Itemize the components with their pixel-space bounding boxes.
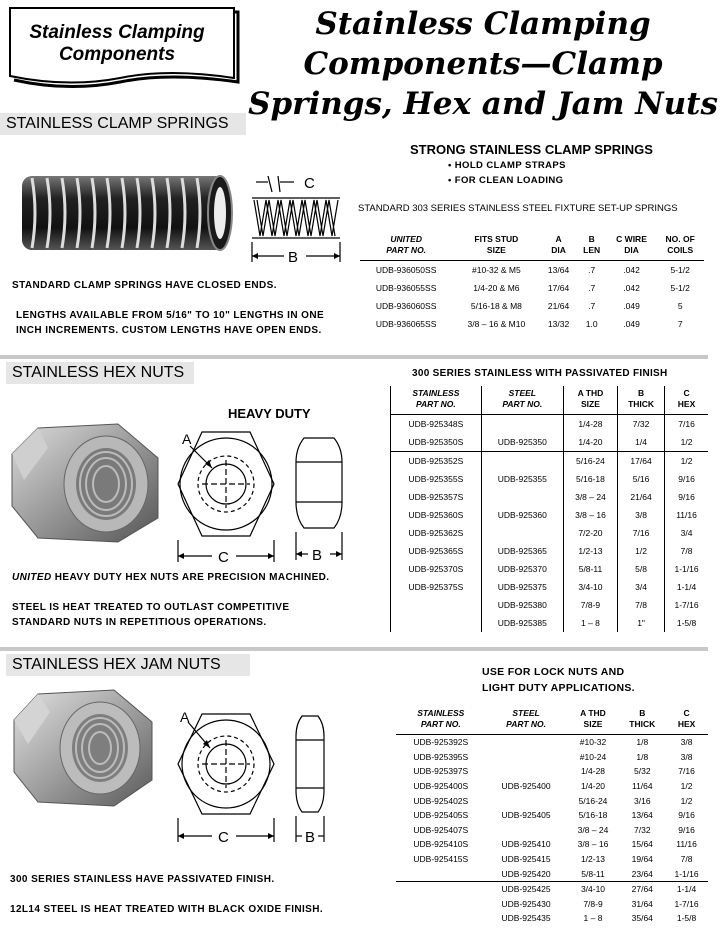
table-row — [360, 261, 704, 280]
table-cell: 3/8 – 16 — [563, 506, 617, 524]
table-cell: .7 — [588, 283, 596, 293]
table-cell — [396, 881, 486, 896]
table-cell: 1-1/4 — [665, 578, 708, 596]
table-row — [396, 852, 708, 867]
table-cell: 21/64 — [618, 488, 665, 506]
table-cell: UDB-925385 — [481, 614, 563, 632]
table-row — [396, 866, 708, 881]
table-cell: 3/16 — [634, 795, 651, 806]
table-cell: UDB-925350S — [391, 433, 482, 452]
table-cell: 3/8 – 16 — [577, 839, 609, 850]
table-cell: 3/8 – 24 — [577, 824, 609, 835]
table-cell: 1/2 — [665, 433, 708, 452]
table-cell: 3/4-10 — [567, 881, 620, 896]
table-cell: 15/64 — [631, 839, 653, 850]
table-cell: 1/8 — [636, 737, 649, 748]
table-cell: UDB-925410S — [413, 839, 469, 850]
hex-heavy-duty: HEAVY DUTY — [228, 406, 311, 421]
table-cell: 5/16 — [618, 470, 665, 488]
title-line-1: Stainless Clamping — [315, 6, 651, 42]
table-cell: 1 – 8 — [583, 913, 603, 924]
table-cell: UDB-925370 — [481, 560, 563, 578]
table-cell: 1/8 — [636, 751, 649, 762]
table-cell: 1-1/16 — [665, 560, 708, 578]
col-header: B THICK — [618, 386, 665, 415]
table-cell: #10-32 — [579, 737, 607, 748]
table-cell: UDB-925395S — [413, 751, 469, 762]
spring-diagram — [248, 168, 348, 268]
table-cell: 3/8 – 16 & M10 — [467, 319, 526, 329]
table-cell: 7/32 — [618, 415, 665, 434]
table-cell: 7/8 — [680, 854, 693, 865]
col-header: A THD SIZE — [567, 706, 620, 735]
badge-label — [8, 22, 226, 66]
table-cell: UDB-925430 — [501, 898, 551, 909]
springs-bullet-2: • FOR CLEAN LOADING — [448, 175, 564, 186]
table-cell: UDB-925400 — [501, 781, 551, 792]
hex-label-a: A — [182, 431, 192, 447]
jam-nut-side-diagram — [294, 712, 334, 844]
table-cell: 1/2-13 — [563, 542, 617, 560]
springs-note-2: LENGTHS AVAILABLE FROM 5/16" TO 10" LENGTHS IN ONE INCH INCREMENTS. CUSTOM LENGTHS HAVE OPEN ENDS. — [16, 310, 325, 336]
table-row — [391, 578, 709, 596]
table-cell: UDB-925350 — [481, 433, 563, 452]
table-cell: 27/64 — [619, 881, 665, 896]
table-cell: 35/64 — [631, 913, 653, 924]
hex-note-2: STEEL IS HEAT TREATED TO OUTLAST COMPETITIVE STANDARD NUTS IN REPETITIOUS OPERATIONS. — [12, 602, 290, 628]
table-cell: UDB-925415 — [501, 854, 551, 865]
jam-label-a: A — [180, 709, 190, 725]
table-row — [396, 823, 708, 838]
table-cell: 3/4 — [618, 578, 665, 596]
table-cell: 11/16 — [676, 839, 697, 850]
col-header: STEEL PART NO. — [486, 706, 567, 735]
table-cell — [396, 897, 486, 912]
jam-note-1: 300 SERIES STAINLESS HAVE PASSIVATED FINISH. — [10, 874, 275, 885]
table-cell — [391, 596, 482, 614]
springs-bullet-1: • HOLD CLAMP STRAPS — [448, 160, 566, 171]
table-cell — [481, 488, 563, 506]
table-cell: UDB-936060SS — [375, 301, 437, 311]
jam-label-b: B — [305, 829, 316, 846]
table-cell: 19/64 — [631, 854, 653, 865]
table-cell: 5/8-11 — [563, 560, 617, 578]
spring-photo — [14, 170, 234, 256]
table-row — [396, 793, 708, 808]
table-cell: 3/8 – 24 — [563, 488, 617, 506]
table-cell: 3/8 — [680, 751, 693, 762]
table-row — [391, 433, 709, 452]
table-cell: 1/4-28 — [580, 766, 606, 777]
table-cell: 5/16-18 & M8 — [470, 301, 522, 311]
spring-label-b: B — [288, 249, 299, 266]
table-row — [391, 452, 709, 471]
table-cell: 7/2-20 — [563, 524, 617, 542]
table-cell: 7/32 — [634, 824, 651, 835]
table-row — [396, 764, 708, 779]
jam-note-2: 12L14 STEEL IS HEAT TREATED WITH BLACK OXIDE FINISH. — [10, 904, 324, 915]
table-cell: UDB-925435 — [501, 913, 551, 924]
table-cell: 3/4-10 — [563, 578, 617, 596]
table-cell: .7 — [588, 265, 596, 275]
table-cell: UDB-925355 — [481, 470, 563, 488]
table-cell — [486, 764, 567, 779]
table-cell — [481, 415, 563, 434]
section-divider — [0, 355, 708, 359]
table-cell: UDB-925360S — [391, 506, 482, 524]
col-header: STAINLESS PART NO. — [391, 386, 482, 415]
table-cell: UDB-925357S — [391, 488, 482, 506]
table-cell: 5 — [677, 301, 683, 311]
table-cell: .042 — [623, 265, 640, 275]
table-cell: 1-5/8 — [665, 614, 708, 632]
springs-strong-title: STRONG STAINLESS CLAMP SPRINGS — [410, 142, 653, 157]
table-cell: 13/64 — [547, 265, 570, 275]
table-cell: UDB-925410 — [501, 839, 551, 850]
table-row — [391, 560, 709, 578]
table-cell: 17/64 — [618, 452, 665, 471]
table-cell: 23/64 — [631, 868, 653, 879]
table-cell: 1/4-20 — [563, 433, 617, 452]
table-cell: 1-1/16 — [674, 868, 699, 879]
table-cell — [486, 793, 567, 808]
table-cell: UDB-925397S — [413, 766, 469, 777]
table-cell: UDB-936055SS — [375, 283, 437, 293]
table-cell: UDB-925407S — [413, 824, 469, 835]
hex-note-1: UNITED HEAVY DUTY HEX NUTS ARE PRECISION MACHINED. — [12, 572, 330, 583]
table-cell: 1/4-20 — [580, 781, 606, 792]
table-row — [396, 911, 708, 926]
table-row — [391, 506, 709, 524]
hex-header: STAINLESS HEX NUTS — [6, 362, 194, 384]
table-cell: 7/16 — [665, 415, 708, 434]
table-row — [391, 415, 709, 434]
table-cell: UDB-925348S — [391, 415, 482, 434]
table-row — [360, 279, 704, 297]
table-cell: 9/16 — [665, 470, 708, 488]
jam-table-header — [396, 706, 708, 735]
table-cell: 5/16-18 — [578, 810, 608, 821]
springs-table-header — [360, 232, 704, 261]
page-title — [248, 4, 718, 124]
table-cell: 7/8 — [665, 542, 708, 560]
table-row — [360, 297, 704, 315]
hex-nut-side-diagram — [294, 432, 360, 564]
table-cell: .049 — [623, 319, 640, 329]
springs-table — [360, 232, 704, 333]
table-cell: 5/16-24 — [578, 795, 608, 806]
table-cell: UDB-925425 — [486, 881, 567, 896]
col-header: A THD SIZE — [563, 386, 617, 415]
springs-series-line: STANDARD 303 SERIES STAINLESS STEEL FIXTURE SET-UP SPRINGS — [358, 203, 678, 214]
table-cell: 1/4 — [618, 433, 665, 452]
table-cell: 9/16 — [665, 488, 708, 506]
table-cell — [396, 866, 486, 881]
table-cell: 9/16 — [678, 824, 695, 835]
table-cell: UDB-925360 — [481, 506, 563, 524]
col-header: NO. OF COILS — [656, 232, 704, 261]
table-cell: 3/8 — [680, 737, 693, 748]
table-cell — [391, 614, 482, 632]
table-row — [360, 315, 704, 333]
table-row — [396, 779, 708, 794]
table-cell: 11/64 — [631, 781, 653, 792]
col-header: FITS STUD SIZE — [452, 232, 540, 261]
table-cell: 31/64 — [631, 898, 653, 909]
table-cell — [486, 823, 567, 838]
table-cell: 1/2-13 — [580, 854, 606, 865]
table-row — [391, 524, 709, 542]
table-cell: 5/16-24 — [563, 452, 617, 471]
table-row — [396, 897, 708, 912]
table-row — [396, 808, 708, 823]
jam-use-note: USE FOR LOCK NUTS AND LIGHT DUTY APPLICATIONS. — [482, 666, 635, 694]
table-cell — [481, 524, 563, 542]
springs-note-1: STANDARD CLAMP SPRINGS HAVE CLOSED ENDS. — [12, 280, 277, 291]
table-cell: #10-32 & M5 — [472, 265, 521, 275]
table-cell — [486, 750, 567, 765]
table-cell: UDB-925365S — [391, 542, 482, 560]
table-cell: UDB-936065SS — [375, 319, 437, 329]
title-line-2: Components—Clamp — [303, 46, 663, 82]
hex-label-c: C — [218, 549, 229, 566]
jam-header: STAINLESS HEX JAM NUTS — [6, 654, 250, 676]
col-header: STAINLESS PART NO. — [396, 706, 486, 735]
table-cell: UDB-925362S — [391, 524, 482, 542]
table-row — [396, 735, 708, 750]
table-row — [391, 542, 709, 560]
table-row — [391, 470, 709, 488]
jam-nut-front-diagram — [172, 708, 282, 844]
col-header: B THICK — [619, 706, 665, 735]
badge-line-1: Stainless Clamping — [29, 22, 205, 43]
table-cell: 5-1/2 — [670, 265, 690, 275]
table-cell: UDB-925392S — [413, 737, 469, 748]
table-cell: 5-1/2 — [670, 283, 690, 293]
table-cell: UDB-936050SS — [375, 265, 437, 275]
table-cell: 5/16-18 — [563, 470, 617, 488]
table-cell: 1-7/16 — [665, 596, 708, 614]
hex-table-title: 300 SERIES STAINLESS WITH PASSIVATED FINISH — [412, 368, 668, 379]
table-cell: 1-5/8 — [676, 913, 697, 924]
table-cell: 9/16 — [678, 810, 695, 821]
table-row — [391, 596, 709, 614]
spring-label-c: C — [304, 175, 315, 192]
table-cell: 7/16 — [618, 524, 665, 542]
section-divider — [0, 647, 708, 651]
table-cell: 1-1/4 — [665, 881, 708, 896]
hex-label-b: B — [312, 547, 323, 564]
table-cell: UDB-925375S — [391, 578, 482, 596]
col-header: C WIRE DIA — [607, 232, 657, 261]
hex-nut-photo — [8, 418, 168, 548]
table-cell: #10-24 — [579, 751, 607, 762]
table-cell: 3/4 — [665, 524, 708, 542]
table-cell — [396, 911, 486, 926]
table-cell: 5/8-11 — [581, 868, 605, 879]
hex-table-header — [391, 386, 709, 415]
jam-label-c: C — [218, 829, 229, 846]
table-cell: 5/8 — [618, 560, 665, 578]
table-cell: UDB-925380 — [481, 596, 563, 614]
table-cell: 13/64 — [631, 810, 653, 821]
table-row — [396, 881, 708, 896]
table-cell: 7/8 — [618, 596, 665, 614]
table-row — [391, 614, 709, 632]
table-cell — [481, 452, 563, 471]
col-header: STEEL PART NO. — [481, 386, 563, 415]
table-cell: UDB-925405 — [501, 810, 551, 821]
table-cell: UDB-925400S — [413, 781, 469, 792]
col-header: A DIA — [540, 232, 576, 261]
table-row — [391, 488, 709, 506]
table-cell: 11/16 — [665, 506, 708, 524]
hex-table — [390, 386, 708, 632]
table-cell: 1/2 — [680, 781, 693, 792]
table-cell: .049 — [623, 301, 640, 311]
table-cell: 3/8 — [618, 506, 665, 524]
table-cell: 1/2 — [680, 795, 693, 806]
jam-table — [396, 706, 708, 926]
table-cell: UDB-925352S — [391, 452, 482, 471]
table-cell: 5/32 — [634, 766, 651, 777]
springs-bullets — [448, 158, 566, 188]
table-cell: 1 – 8 — [563, 614, 617, 632]
hex-nut-front-diagram — [172, 424, 282, 564]
table-cell: 1/2 — [618, 542, 665, 560]
table-cell: 17/64 — [547, 283, 570, 293]
table-cell: UDB-925355S — [391, 470, 482, 488]
table-cell: 7/8-9 — [583, 898, 603, 909]
table-cell: UDB-925405S — [413, 810, 469, 821]
table-cell: UDB-925365 — [481, 542, 563, 560]
badge-line-2: Components — [58, 44, 176, 65]
col-header: B LEN — [577, 232, 607, 261]
table-cell: 1.0 — [585, 319, 598, 329]
springs-header: STAINLESS CLAMP SPRINGS — [0, 113, 246, 135]
table-cell: 1" — [618, 614, 665, 632]
table-cell: 21/64 — [547, 301, 570, 311]
col-header: C HEX — [665, 706, 708, 735]
table-cell: UDB-925415S — [413, 854, 469, 865]
table-cell: 7 — [677, 319, 683, 329]
table-cell: 7/8-9 — [563, 596, 617, 614]
jam-nut-photo — [10, 686, 160, 812]
table-cell: UDB-925375 — [481, 578, 563, 596]
table-cell: 13/32 — [547, 319, 570, 329]
table-cell — [486, 735, 567, 750]
table-cell: UDB-925402S — [413, 795, 469, 806]
table-cell: 1-7/16 — [674, 898, 699, 909]
table-cell: 1/2 — [665, 452, 708, 471]
table-row — [396, 750, 708, 765]
col-header: UNITED PART NO. — [360, 232, 452, 261]
col-header: C HEX — [665, 386, 708, 415]
table-cell: 1/4-20 & M6 — [473, 283, 520, 293]
table-row — [396, 837, 708, 852]
title-line-3: Springs, Hex and Jam Nuts — [248, 86, 718, 122]
table-cell: UDB-925420 — [501, 868, 551, 879]
table-cell: .042 — [623, 283, 640, 293]
table-cell: .7 — [588, 301, 596, 311]
table-cell: 7/16 — [678, 766, 695, 777]
table-cell: UDB-925370S — [391, 560, 482, 578]
table-cell: 1/4-28 — [563, 415, 617, 434]
